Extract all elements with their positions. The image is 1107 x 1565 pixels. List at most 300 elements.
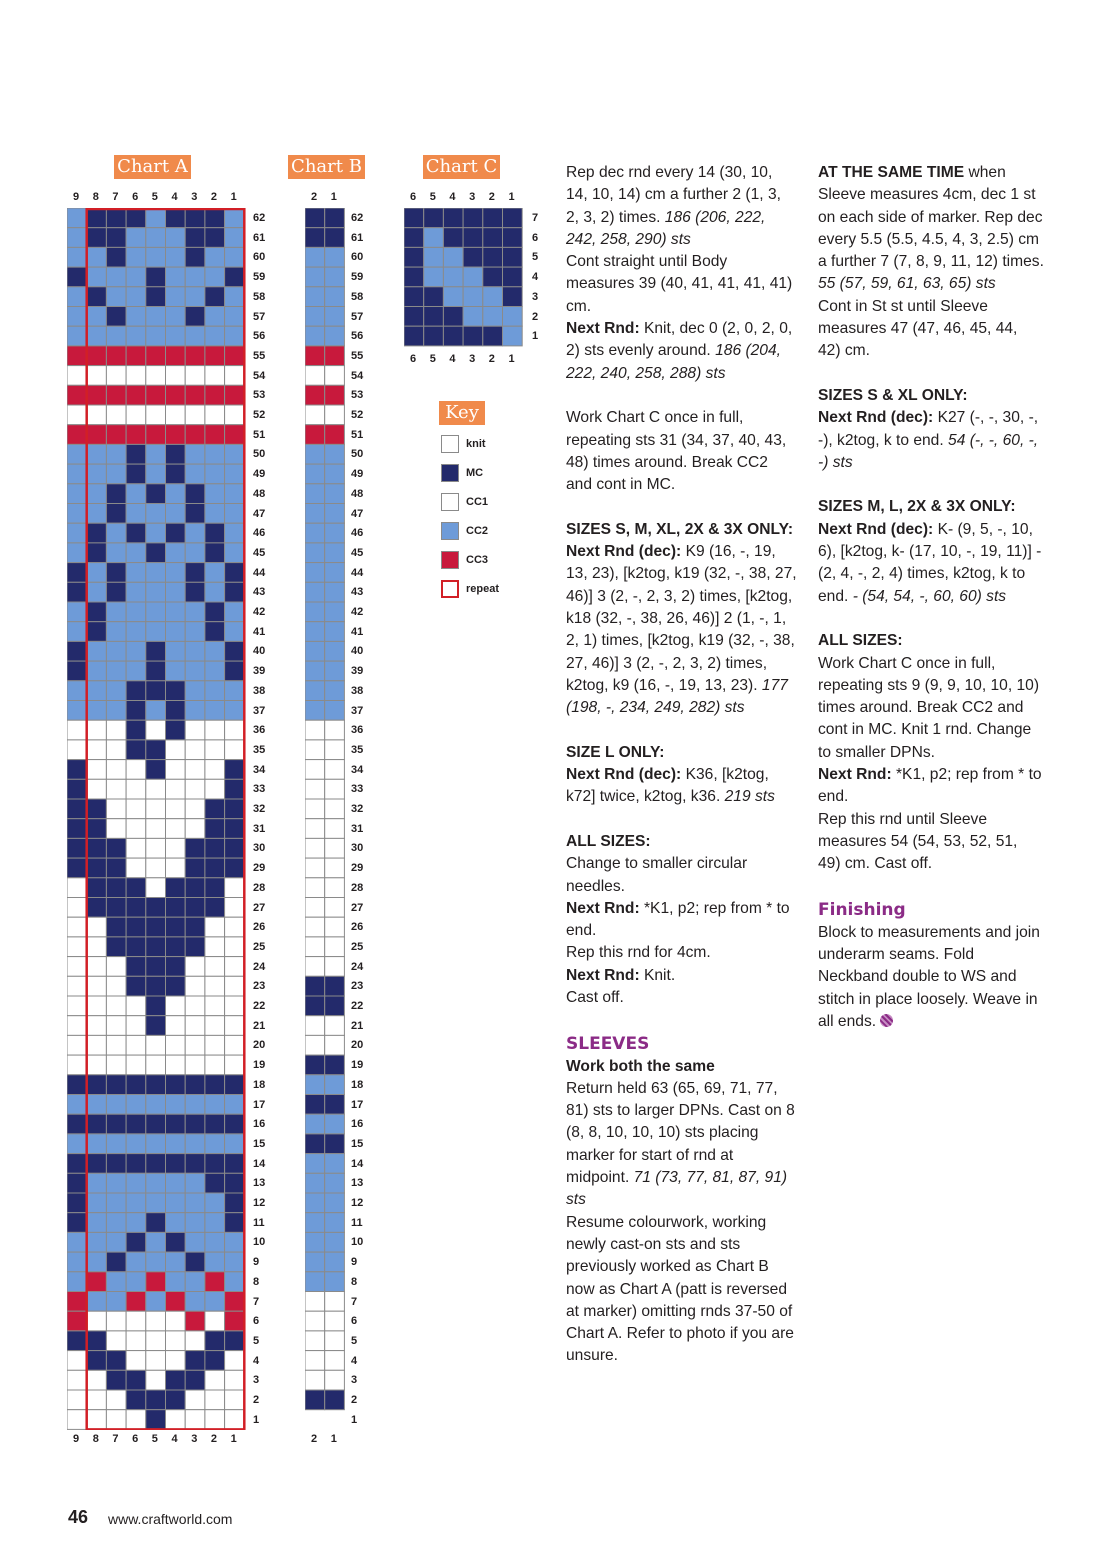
chart-a-stitch — [87, 1292, 107, 1312]
chart-a-stitch — [87, 681, 107, 701]
chart-a-stitch — [225, 917, 245, 937]
chart-a-stitch — [185, 799, 205, 819]
row-number: 37 — [351, 704, 364, 717]
chart-a-stitch — [106, 307, 126, 327]
chart-a-stitch — [185, 1232, 205, 1252]
row-number: 19 — [351, 1059, 364, 1072]
chart-a-stitch — [87, 1311, 107, 1331]
row-number: 21 — [253, 1019, 266, 1032]
row-number: 48 — [253, 487, 266, 500]
chart-c-stitch — [404, 247, 424, 267]
chart-a-stitch — [87, 543, 107, 563]
row-number: 12 — [253, 1197, 266, 1209]
chart-a-stitch — [67, 464, 87, 484]
chart-a-stitch — [106, 799, 126, 819]
chart-c-stitch — [443, 247, 463, 267]
chart-a-stitch — [87, 720, 107, 740]
chart-a-stitch — [205, 385, 225, 405]
chart-a-stitch — [225, 1154, 245, 1174]
chart-a-stitch — [146, 346, 166, 366]
chart-a-stitch — [205, 1016, 225, 1036]
row-number: 58 — [253, 290, 266, 303]
chart-a-stitch — [106, 1232, 126, 1252]
row-number: 49 — [253, 468, 266, 481]
instructions-column-2 — [818, 162, 1044, 1033]
chart-a-stitch — [205, 917, 225, 937]
chart-a-stitch — [205, 484, 225, 504]
chart-c-stitch — [404, 326, 424, 346]
row-number: 47 — [351, 507, 364, 520]
column-number: 1 — [330, 1433, 337, 1445]
chart-a-stitch — [185, 858, 205, 878]
chart-c-stitch — [483, 307, 503, 327]
sleeves-subheading: Work both the same — [566, 1057, 715, 1075]
chart-a-stitch — [106, 208, 126, 228]
chart-a-stitch — [225, 267, 245, 287]
chart-a-stitch — [166, 1311, 186, 1331]
chart-b-stitch — [325, 760, 345, 780]
chart-a-stitch — [146, 1134, 166, 1154]
chart-c-stitch — [424, 208, 444, 228]
chart-b-stitch — [325, 858, 345, 878]
chart-a-stitch — [87, 464, 107, 484]
row-number: 2 — [532, 310, 539, 323]
chart-b-stitch — [325, 878, 345, 898]
chart-a-stitch — [146, 1114, 166, 1134]
key-label: CC2 — [466, 525, 489, 537]
row-number: 24 — [253, 960, 266, 973]
chart-a-stitch — [146, 779, 166, 799]
chart-a-stitch — [87, 858, 107, 878]
chart-a-stitch — [87, 228, 107, 248]
row-number: 46 — [253, 527, 266, 540]
chart-a-stitch — [87, 425, 107, 445]
chart-b-stitch — [325, 681, 345, 701]
chart-a-stitch — [87, 1095, 107, 1115]
row-number: 20 — [253, 1039, 266, 1052]
chart-a-stitch — [185, 543, 205, 563]
chart-b-stitch — [325, 267, 345, 287]
chart-a-stitch — [225, 976, 245, 996]
column-number: 1 — [230, 1433, 237, 1445]
chart-a-stitch — [166, 720, 186, 740]
column-number: 6 — [132, 191, 139, 203]
chart-a-stitch — [126, 1292, 146, 1312]
chart-a-stitch — [185, 1252, 205, 1272]
row-number: 61 — [351, 231, 364, 244]
chart-a-stitch — [146, 1311, 166, 1331]
chart-a-stitch — [87, 701, 107, 721]
chart-a-stitch — [67, 228, 87, 248]
chart-a-stitch — [87, 799, 107, 819]
row-number: 55 — [253, 349, 266, 362]
chart-a-stitch — [225, 602, 245, 622]
chart-a-stitch — [205, 267, 225, 287]
chart-a-stitch — [185, 641, 205, 661]
chart-a-stitch — [67, 1410, 87, 1430]
chart-b-stitch — [325, 1252, 345, 1272]
chart-a-stitch — [225, 523, 245, 543]
chart-b-stitch — [325, 779, 345, 799]
column-number: 1 — [330, 191, 337, 203]
chart-a-stitch — [87, 1351, 107, 1371]
chart-a-stitch — [67, 287, 87, 307]
chart-c-stitch — [404, 228, 424, 248]
chart-a-grid — [67, 208, 247, 1430]
chart-a-stitch — [87, 1232, 107, 1252]
chart-a-stitch — [185, 366, 205, 386]
chart-a-stitch — [87, 641, 107, 661]
chart-a-stitch — [67, 444, 87, 464]
chart-a-stitch — [225, 1213, 245, 1233]
row-number: 62 — [351, 212, 364, 224]
row-number: 2 — [351, 1394, 358, 1406]
chart-a-stitch — [185, 464, 205, 484]
chart-a-stitch — [67, 523, 87, 543]
chart-a-stitch — [126, 267, 146, 287]
chart-b-stitch — [325, 799, 345, 819]
chart-a-stitch — [87, 385, 107, 405]
finishing-heading: Finishing — [818, 899, 906, 920]
chart-a-stitch — [185, 1016, 205, 1036]
chart-c-stitch — [443, 326, 463, 346]
key-label: knit — [466, 438, 486, 450]
row-number: 49 — [351, 468, 364, 481]
chart-a-stitch — [225, 858, 245, 878]
row-number: 15 — [253, 1137, 266, 1150]
chart-a-stitch — [185, 563, 205, 583]
chart-a-stitch — [166, 957, 186, 977]
chart-b-stitch — [325, 819, 345, 839]
chart-b-stitch — [305, 937, 325, 957]
chart-a-stitch — [166, 898, 186, 918]
chart-a-stitch — [185, 898, 205, 918]
row-number: 21 — [351, 1019, 364, 1032]
chart-a-stitch — [87, 917, 107, 937]
chart-a-stitch — [67, 425, 87, 445]
chart-a-stitch — [185, 287, 205, 307]
chart-a-stitch — [126, 996, 146, 1016]
column-number: 2 — [488, 353, 495, 365]
chart-a-stitch — [126, 1095, 146, 1115]
chart-b-stitch — [305, 444, 325, 464]
chart-a-stitch — [205, 1331, 225, 1351]
chart-a-stitch — [146, 1252, 166, 1272]
chart-a-stitch — [185, 1075, 205, 1095]
chart-a-stitch — [106, 1213, 126, 1233]
chart-a-stitch — [166, 523, 186, 543]
row-number: 39 — [253, 665, 266, 678]
chart-a-stitch — [67, 326, 87, 346]
chart-c-stitch — [463, 208, 483, 228]
chart-a-stitch — [185, 602, 205, 622]
chart-a-stitch — [225, 563, 245, 583]
chart-a-stitch — [67, 307, 87, 327]
chart-b-stitch — [325, 937, 345, 957]
chart-b-grid — [305, 208, 347, 1430]
row-number: 31 — [253, 822, 266, 835]
row-number: 18 — [351, 1078, 364, 1091]
chart-a-stitch — [67, 976, 87, 996]
chart-a-stitch — [166, 799, 186, 819]
chart-b-stitch — [305, 1232, 325, 1252]
chart-a-stitch — [146, 1390, 166, 1410]
chart-a-stitch — [166, 484, 186, 504]
chart-a-stitch — [205, 701, 225, 721]
chart-a-stitch — [205, 1390, 225, 1410]
chart-a-stitch — [225, 799, 245, 819]
chart-a-stitch — [225, 641, 245, 661]
chart-b-stitch — [305, 543, 325, 563]
row-number: 24 — [351, 960, 364, 973]
chart-c-stitch — [404, 267, 424, 287]
chart-a-stitch — [225, 444, 245, 464]
chart-b-stitch — [305, 307, 325, 327]
row-number: 34 — [351, 763, 364, 776]
chart-a-stitch — [126, 1390, 146, 1410]
chart-a-stitch — [106, 858, 126, 878]
chart-a-stitch — [225, 582, 245, 602]
column-number: 1 — [508, 353, 515, 365]
chart-b-stitch — [305, 661, 325, 681]
row-number: 26 — [351, 921, 364, 934]
chart-a-stitch — [205, 760, 225, 780]
chart-a-stitch — [106, 1055, 126, 1075]
chart-a-stitch — [185, 504, 205, 524]
chart-a-stitch — [166, 661, 186, 681]
chart-b-stitch — [325, 1213, 345, 1233]
chart-b-stitch — [305, 366, 325, 386]
chart-a-stitch — [146, 523, 166, 543]
chart-b-stitch — [325, 484, 345, 504]
chart-a-stitch — [205, 1292, 225, 1312]
row-number: 18 — [253, 1078, 266, 1091]
chart-a-stitch — [67, 385, 87, 405]
chart-a-stitch — [225, 464, 245, 484]
chart-a-stitch — [225, 425, 245, 445]
row-number: 36 — [351, 724, 364, 737]
chart-a-stitch — [205, 1311, 225, 1331]
chart-a-stitch — [185, 819, 205, 839]
chart-a-stitch — [185, 917, 205, 937]
chart-a-stitch — [166, 1193, 186, 1213]
chart-a-stitch — [87, 760, 107, 780]
chart-a-stitch — [185, 1095, 205, 1115]
chart-a-stitch — [185, 208, 205, 228]
chart-a-stitch — [166, 1370, 186, 1390]
section-sizes-s-xl: SIZES S & XL ONLY: Next Rnd (dec): K27 (-, -, 30, -, -), k2tog, k to end. 54 (-, -, 60, -, -) sts — [818, 386, 1039, 471]
chart-a-stitch — [106, 287, 126, 307]
chart-a-stitch — [205, 1055, 225, 1075]
chart-a-stitch — [106, 346, 126, 366]
chart-a-stitch — [205, 976, 225, 996]
chart-b-stitch — [305, 1213, 325, 1233]
row-number: 1 — [351, 1413, 358, 1426]
chart-a-label: Chart A — [114, 155, 191, 179]
chart-b-stitch — [305, 1351, 325, 1371]
chart-a-stitch — [205, 464, 225, 484]
chart-c-stitch — [503, 208, 523, 228]
row-number: 38 — [351, 684, 364, 697]
row-number: 29 — [253, 862, 266, 875]
chart-a-stitch — [106, 878, 126, 898]
row-number: 22 — [351, 1000, 364, 1012]
chart-a-stitch — [87, 346, 107, 366]
chart-a-stitch — [225, 543, 245, 563]
chart-c-stitch — [424, 307, 444, 327]
chart-b-stitch — [305, 1035, 325, 1055]
row-number: 4 — [351, 1354, 358, 1367]
chart-a-stitch — [166, 1134, 186, 1154]
chart-a-stitch — [205, 622, 225, 642]
key-title: Key — [439, 401, 485, 425]
chart-a-stitch — [166, 425, 186, 445]
chart-a-stitch — [185, 760, 205, 780]
chart-a-stitch — [126, 464, 146, 484]
chart-a-stitch — [225, 701, 245, 721]
column-number: 4 — [171, 191, 178, 203]
chart-a-stitch — [185, 228, 205, 248]
chart-a-stitch — [166, 563, 186, 583]
row-number: 5 — [351, 1334, 358, 1347]
chart-b-stitch — [305, 425, 325, 445]
chart-a-stitch — [106, 661, 126, 681]
chart-c-stitch — [503, 307, 523, 327]
chart-a-stitch — [166, 878, 186, 898]
chart-a-stitch — [126, 641, 146, 661]
section-size-l: SIZE L ONLY: Next Rnd (dec): K36, [k2tog, k72] twice, k2tog, k36. 219 sts — [566, 743, 775, 806]
chart-a-stitch — [205, 1114, 225, 1134]
chart-b-stitch — [325, 346, 345, 366]
row-number: 59 — [253, 271, 266, 284]
section-all-sizes-sleeves: ALL SIZES: Work Chart C once in full, repeating sts 9 (9, 9, 10, 10, 10) times around. Break CC2 and cont in MC. Knit 1 rnd. Change to smaller DPNs. Next Rnd: *K1, p2; rep from * to end. Rep this rnd until Sleeve measures 54 (54, 53, 52, 51, 49) cm. Cast off. — [818, 632, 1042, 873]
chart-a-stitch — [146, 1351, 166, 1371]
chart-a-stitch — [106, 1311, 126, 1331]
chart-a-stitch — [225, 1095, 245, 1115]
chart-a-stitch — [166, 307, 186, 327]
chart-a-stitch — [185, 582, 205, 602]
chart-a-stitch — [106, 681, 126, 701]
chart-a-stitch — [106, 326, 126, 346]
chart-a-stitch — [225, 819, 245, 839]
chart-a-stitch — [205, 1134, 225, 1154]
chart-a-stitch — [205, 366, 225, 386]
chart-b-stitch — [305, 563, 325, 583]
chart-b-stitch — [305, 976, 325, 996]
chart-a-stitch — [126, 385, 146, 405]
chart-a-stitch — [146, 701, 166, 721]
chart-a-stitch — [185, 1213, 205, 1233]
key-label: repeat — [466, 583, 500, 595]
column-number: 3 — [469, 191, 476, 203]
column-number: 4 — [449, 191, 456, 203]
row-number: 36 — [253, 724, 266, 737]
chart-a-stitch — [87, 898, 107, 918]
chart-a-stitch — [67, 1331, 87, 1351]
chart-a-stitch — [87, 1016, 107, 1036]
chart-b-stitch — [305, 1370, 325, 1390]
chart-a-stitch — [67, 996, 87, 1016]
chart-a-stitch — [126, 247, 146, 267]
chart-a-stitch — [126, 760, 146, 780]
chart-a-stitch — [67, 641, 87, 661]
chart-a-stitch — [146, 504, 166, 524]
chart-a-stitch — [106, 1016, 126, 1036]
chart-a-stitch — [205, 1252, 225, 1272]
chart-a-stitch — [106, 838, 126, 858]
chart-a-stitch — [146, 622, 166, 642]
chart-a-stitch — [205, 1193, 225, 1213]
chart-a-stitch — [166, 976, 186, 996]
key-swatch — [441, 522, 459, 540]
column-number: 7 — [112, 1433, 119, 1445]
row-number: 5 — [532, 251, 539, 264]
chart-a-stitch — [67, 779, 87, 799]
chart-a-stitch — [146, 1173, 166, 1193]
chart-c-stitch — [483, 208, 503, 228]
row-number: 17 — [253, 1098, 266, 1111]
chart-a-stitch — [67, 1193, 87, 1213]
chart-b-stitch — [325, 1055, 345, 1075]
chart-a-stitch — [205, 898, 225, 918]
chart-a-stitch — [106, 1331, 126, 1351]
chart-a-stitch — [126, 366, 146, 386]
chart-b-stitch — [325, 976, 345, 996]
chart-a-stitch — [146, 405, 166, 425]
row-number: 31 — [351, 822, 364, 835]
chart-a-stitch — [146, 1016, 166, 1036]
chart-a-stitch — [126, 307, 146, 327]
chart-a-stitch — [166, 996, 186, 1016]
row-number: 12 — [351, 1197, 364, 1209]
chart-a-stitch — [205, 1213, 225, 1233]
chart-b-stitch — [305, 385, 325, 405]
chart-a-stitch — [106, 366, 126, 386]
chart-a-stitch — [166, 1173, 186, 1193]
column-number: 2 — [210, 1433, 218, 1445]
chart-a-stitch — [185, 385, 205, 405]
row-number: 53 — [253, 389, 266, 402]
chart-b-stitch — [325, 464, 345, 484]
chart-a-stitch — [146, 228, 166, 248]
chart-a-stitch — [126, 1272, 146, 1292]
chart-a-stitch — [225, 1292, 245, 1312]
row-number: 32 — [253, 803, 266, 815]
chart-a-stitch — [166, 1154, 186, 1174]
chart-a-stitch — [146, 878, 166, 898]
chart-a-stitch — [126, 1016, 146, 1036]
chart-a-stitch — [205, 1351, 225, 1371]
row-number: 3 — [532, 290, 539, 303]
chart-b-stitch — [305, 996, 325, 1016]
chart-a-stitch — [185, 1272, 205, 1292]
chart-b-stitch — [305, 1193, 325, 1213]
row-number: 44 — [253, 566, 266, 579]
chart-a-stitch — [146, 425, 166, 445]
row-number: 17 — [351, 1098, 364, 1111]
chart-b-stitch — [305, 1095, 325, 1115]
chart-a-stitch — [67, 661, 87, 681]
chart-a-stitch — [67, 937, 87, 957]
row-number: 14 — [253, 1157, 266, 1170]
column-number: 3 — [191, 191, 198, 203]
chart-a-stitch — [205, 208, 225, 228]
chart-a-stitch — [67, 878, 87, 898]
chart-a-stitch — [146, 1213, 166, 1233]
chart-a-stitch — [185, 1292, 205, 1312]
chart-a-stitch — [225, 1252, 245, 1272]
row-number: 40 — [253, 645, 266, 658]
